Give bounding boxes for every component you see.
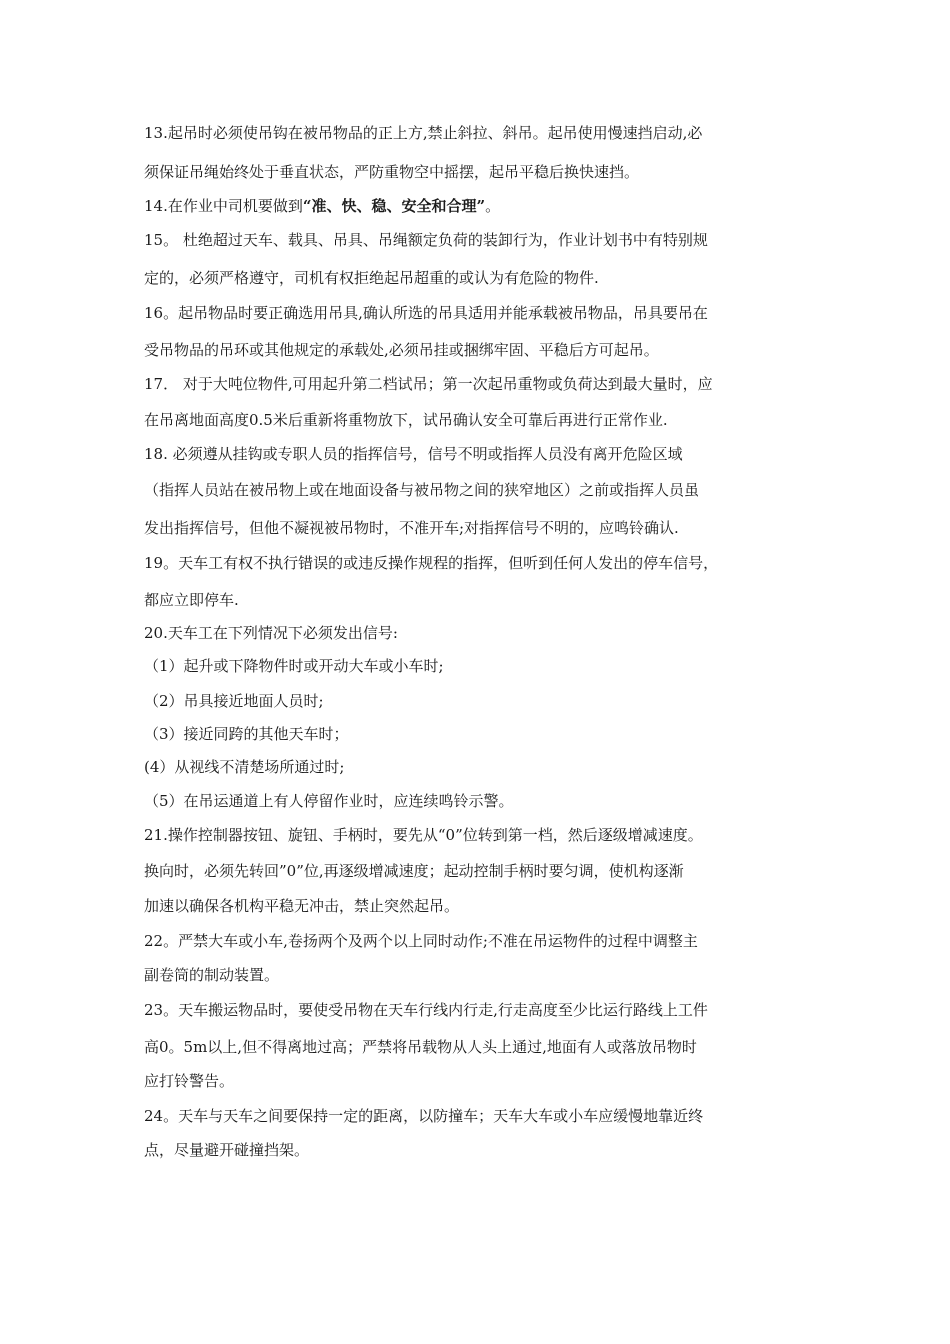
text-line: (4）从视线不清楚场所通过时; bbox=[144, 758, 345, 776]
text-line: 加速以确保各机构平稳无冲击，禁止突然起吊。 bbox=[144, 897, 460, 915]
text-line: （1）起升或下降物件时或开动大车或小车时; bbox=[144, 657, 444, 675]
text-line: 受吊物品的吊环或其他规定的承载处,必须吊挂或捆绑牢固、平稳后方可起吊。 bbox=[144, 341, 659, 359]
text-line: 13.起吊时必须使吊钩在被吊物品的正上方,禁止斜拉、斜吊。起吊使用慢速挡启动,必 bbox=[144, 124, 703, 142]
text-line: 23。天车搬运物品时，要使受吊物在天车行线内行走,行走高度至少比运行路线上工件 bbox=[144, 1001, 708, 1019]
text-line: （3）接近同跨的其他天车时； bbox=[144, 725, 349, 743]
text-segment: 。 bbox=[485, 197, 501, 215]
text-line: 须保证吊绳始终处于垂直状态，严防重物空中摇摆，起吊平稳后换快速挡。 bbox=[144, 163, 640, 181]
text-line: 18. 必须遵从挂钩或专职人员的指挥信号，信号不明或指挥人员没有离开危险区域 bbox=[144, 445, 683, 463]
text-line: （指挥人员站在被吊物上或在地面设备与被吊物之间的狭窄地区）之前或指挥人员虽 bbox=[144, 481, 700, 499]
text-line: 在吊离地面高度0.5米后重新将重物放下，试吊确认安全可靠后再进行正常作业. bbox=[144, 411, 668, 429]
text-line: 点，尽量避开碰撞挡架。 bbox=[144, 1141, 310, 1159]
text-line: 应打铃警告。 bbox=[144, 1072, 235, 1090]
text-line: 19。天车工有权不执行错误的或违反操作规程的指挥，但听到任何人发出的停车信号， bbox=[144, 554, 719, 572]
text-line: 定的，必须严格遵守，司机有权拒绝起吊超重的或认为有危险的物件. bbox=[144, 269, 599, 287]
text-line: 副卷筒的制动装置。 bbox=[144, 966, 280, 984]
text-line: （2）吊具接近地面人员时; bbox=[144, 692, 324, 710]
text-line-14 bbox=[144, 195, 500, 217]
emphasis-text: “准、快、稳、安全和合理” bbox=[302, 197, 486, 215]
text-line: 换向时，必须先转回”0”位,再逐级增减速度；起动控制手柄时要匀调，使机构逐渐 bbox=[144, 862, 684, 880]
text-line: 高0。5m以上,但不得离地过高；严禁将吊载物从人头上通过,地面有人或落放吊物时 bbox=[144, 1038, 697, 1056]
text-line: 发出指挥信号，但他不凝视被吊物时，不准开车;对指挥信号不明的，应鸣铃确认. bbox=[144, 519, 679, 537]
text-line: 24。天车与天车之间要保持一定的距离，以防撞车；天车大车或小车应缓慢地靠近终 bbox=[144, 1107, 704, 1125]
text-line: 15。 杜绝超过天车、载具、吊具、吊绳额定负荷的装卸行为，作业计划书中有特别规 bbox=[144, 231, 708, 249]
text-line: 都应立即停车. bbox=[144, 591, 239, 609]
text-line: 17． 对于大吨位物件,可用起升第二档试吊；第一次起吊重物或负荷达到最大量时，应 bbox=[144, 375, 713, 393]
text-segment: 14.在作业中司机要做到 bbox=[144, 197, 303, 215]
text-line: 16。起吊物品时要正确选用吊具,确认所选的吊具适用并能承载被吊物品，吊具要吊在 bbox=[144, 304, 708, 322]
text-line: 21.操作控制器按钮、旋钮、手柄时，要先从“0”位转到第一档，然后逐级增减速度。 bbox=[144, 826, 703, 844]
text-line: （5）在吊运通道上有人停留作业时，应连续鸣铃示警。 bbox=[144, 792, 514, 810]
text-line: 22。严禁大车或小车,卷扬两个及两个以上同时动作;不准在吊运物件的过程中调整主 bbox=[144, 932, 698, 950]
text-line: 20.天车工在下列情况下必须发出信号: bbox=[144, 624, 398, 642]
